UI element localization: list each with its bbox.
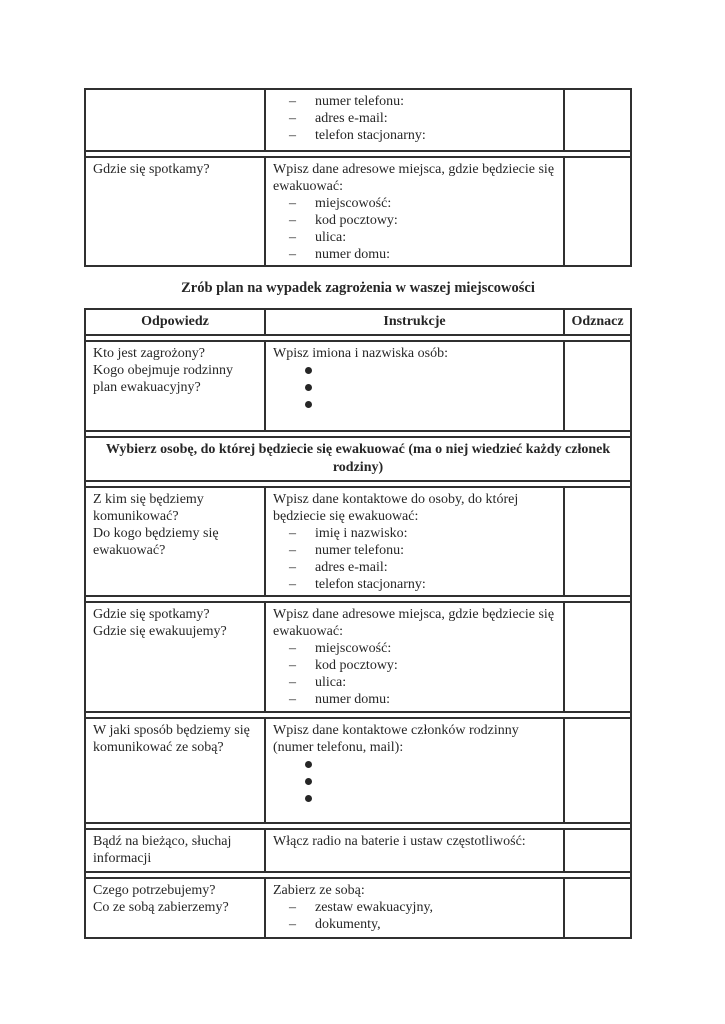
instruction-cell — [264, 830, 563, 871]
dash-marker: – — [289, 128, 296, 143]
answer-text: Do kogo będziemy się ewakuować? — [93, 526, 219, 558]
section-heading: Zrób plan na wypadek zagrożenia w waszej miejscowości — [181, 280, 535, 296]
answer-text: Czego potrzebujemy? — [93, 883, 216, 898]
dash-list-item — [289, 525, 557, 542]
bullet-list-item — [305, 773, 557, 790]
dash-item-label: miejscowość: — [315, 641, 392, 656]
dash-list-item — [289, 916, 557, 933]
bullet-list-item — [305, 362, 557, 379]
answer-cell — [86, 879, 264, 937]
table-row — [86, 828, 630, 873]
answer-text: W jaki sposób będziemy się komunikować ze sobą? — [93, 723, 250, 755]
dash-list-item — [289, 674, 557, 691]
instruction-intro: Wpisz imiona i nazwiska osób: — [273, 346, 448, 361]
answer-text: Kogo obejmuje rodzinny plan ewakuacyjny? — [93, 363, 233, 395]
bullet-icon — [305, 778, 312, 785]
instruction-cell — [264, 488, 563, 595]
answer-cell — [86, 90, 264, 150]
table-row — [86, 601, 630, 713]
dash-marker: – — [289, 247, 296, 262]
section-row-text: Wybierz osobę, do której będziecie się ewakuować (ma o niej wiedzieć każdy członek rodziny) — [105, 442, 611, 475]
dash-marker: – — [289, 526, 296, 541]
evacuation-contact-table — [84, 88, 632, 267]
dash-item-label: kod pocztowy: — [315, 213, 398, 228]
evacuation-plan-table — [84, 308, 632, 939]
answer-text: Gdzie się spotkamy? — [93, 162, 210, 177]
answer-text: Gdzie się ewakuujemy? — [93, 624, 227, 639]
instruction-cell — [264, 719, 563, 822]
dash-marker: – — [289, 675, 296, 690]
dash-list-item — [289, 640, 557, 657]
dash-list-item — [289, 691, 557, 708]
column-header-check: Odznacz — [563, 310, 630, 334]
dash-marker: – — [289, 658, 296, 673]
dash-marker: – — [289, 213, 296, 228]
checkbox-cell — [563, 90, 630, 150]
dash-list-item — [289, 110, 557, 127]
dash-list-item — [289, 657, 557, 674]
dash-list-item — [289, 93, 557, 110]
dash-list-item — [289, 246, 557, 263]
instruction-intro: Włącz radio na baterie i ustaw częstotliwość: — [273, 834, 526, 849]
dash-marker: – — [289, 692, 296, 707]
dash-marker: – — [289, 641, 296, 656]
instruction-cell — [264, 158, 563, 265]
checkbox-cell — [563, 488, 630, 595]
answer-text: Co ze sobą zabierzemy? — [93, 900, 229, 915]
answer-cell — [86, 830, 264, 871]
table-row — [86, 340, 630, 432]
table-row — [86, 717, 630, 824]
answer-cell — [86, 603, 264, 711]
column-header-answer: Odpowiedz — [141, 314, 209, 329]
dash-item-label: adres e-mail: — [315, 111, 388, 126]
instruction-intro: Wpisz dane kontaktowe do osoby, do której będziecie się ewakuować: — [273, 492, 519, 524]
checkbox-cell — [563, 830, 630, 871]
checkbox-cell — [563, 158, 630, 265]
bullet-list-item — [305, 790, 557, 807]
bullet-list-item — [305, 756, 557, 773]
dash-list-item — [289, 212, 557, 229]
dash-item-label: numer telefonu: — [315, 543, 405, 558]
instruction-intro: Wpisz dane kontaktowe członków rodzinny (numer telefonu, mail): — [273, 723, 519, 755]
dash-item-label: zestaw ewakuacyjny, — [315, 900, 434, 915]
dash-item-label: ulica: — [315, 675, 347, 690]
dash-list-item — [289, 576, 557, 593]
checkbox-cell — [563, 879, 630, 937]
bullet-list-item — [305, 379, 557, 396]
dash-list-item — [289, 127, 557, 144]
table-section-row — [86, 436, 630, 482]
dash-marker: – — [289, 543, 296, 558]
dash-list-item — [289, 229, 557, 246]
dash-item-label: adres e-mail: — [315, 560, 388, 575]
checkbox-cell — [563, 342, 630, 430]
instruction-cell — [264, 603, 563, 711]
answer-cell — [86, 719, 264, 822]
dash-item-label: ulica: — [315, 230, 347, 245]
checkbox-cell — [563, 603, 630, 711]
instruction-cell — [264, 90, 563, 150]
dash-item-label: dokumenty, — [315, 917, 381, 932]
answer-cell — [86, 158, 264, 265]
dash-item-label: imię i nazwisko: — [315, 526, 408, 541]
table-header-row — [86, 310, 630, 336]
answer-text: Z kim się będziemy komunikować? — [93, 492, 204, 524]
dash-item-label: telefon stacjonarny: — [315, 128, 426, 143]
bullet-icon — [305, 795, 312, 802]
answer-text: Gdzie się spotkamy? — [93, 607, 210, 622]
dash-marker: – — [289, 900, 296, 915]
dash-list-item — [289, 559, 557, 576]
dash-list-item — [289, 195, 557, 212]
bullet-icon — [305, 384, 312, 391]
table-row — [86, 486, 630, 597]
instruction-cell — [264, 342, 563, 430]
dash-item-label: miejscowość: — [315, 196, 392, 211]
dash-item-label: numer domu: — [315, 247, 391, 262]
dash-marker: – — [289, 577, 296, 592]
column-header-instructions: Instrukcje — [264, 310, 563, 334]
dash-marker: – — [289, 196, 296, 211]
answer-text: Bądź na bieżąco, słuchaj informacji — [93, 834, 232, 866]
dash-marker: – — [289, 94, 296, 109]
table-row — [86, 156, 630, 265]
dash-item-label: telefon stacjonarny: — [315, 577, 426, 592]
instruction-intro: Wpisz dane adresowe miejsca, gdzie będziecie się ewakuować: — [273, 607, 555, 639]
answer-cell — [86, 342, 264, 430]
table-row — [86, 90, 630, 152]
dash-item-label: numer telefonu: — [315, 94, 405, 109]
table-row — [86, 877, 630, 937]
dash-item-label: numer domu: — [315, 692, 391, 707]
instruction-cell — [264, 879, 563, 937]
answer-cell — [86, 488, 264, 595]
instruction-intro: Zabierz ze sobą: — [273, 883, 365, 898]
dash-marker: – — [289, 111, 296, 126]
dash-item-label: kod pocztowy: — [315, 658, 398, 673]
instruction-intro: Wpisz dane adresowe miejsca, gdzie będziecie się ewakuować: — [273, 162, 555, 194]
checkbox-cell — [563, 719, 630, 822]
dash-marker: – — [289, 230, 296, 245]
bullet-icon — [305, 367, 312, 374]
answer-text: Kto jest zagrożony? — [93, 346, 205, 361]
dash-list-item — [289, 542, 557, 559]
dash-marker: – — [289, 917, 296, 932]
bullet-list-item — [305, 396, 557, 413]
bullet-icon — [305, 761, 312, 768]
bullet-icon — [305, 401, 312, 408]
dash-list-item — [289, 899, 557, 916]
dash-marker: – — [289, 560, 296, 575]
